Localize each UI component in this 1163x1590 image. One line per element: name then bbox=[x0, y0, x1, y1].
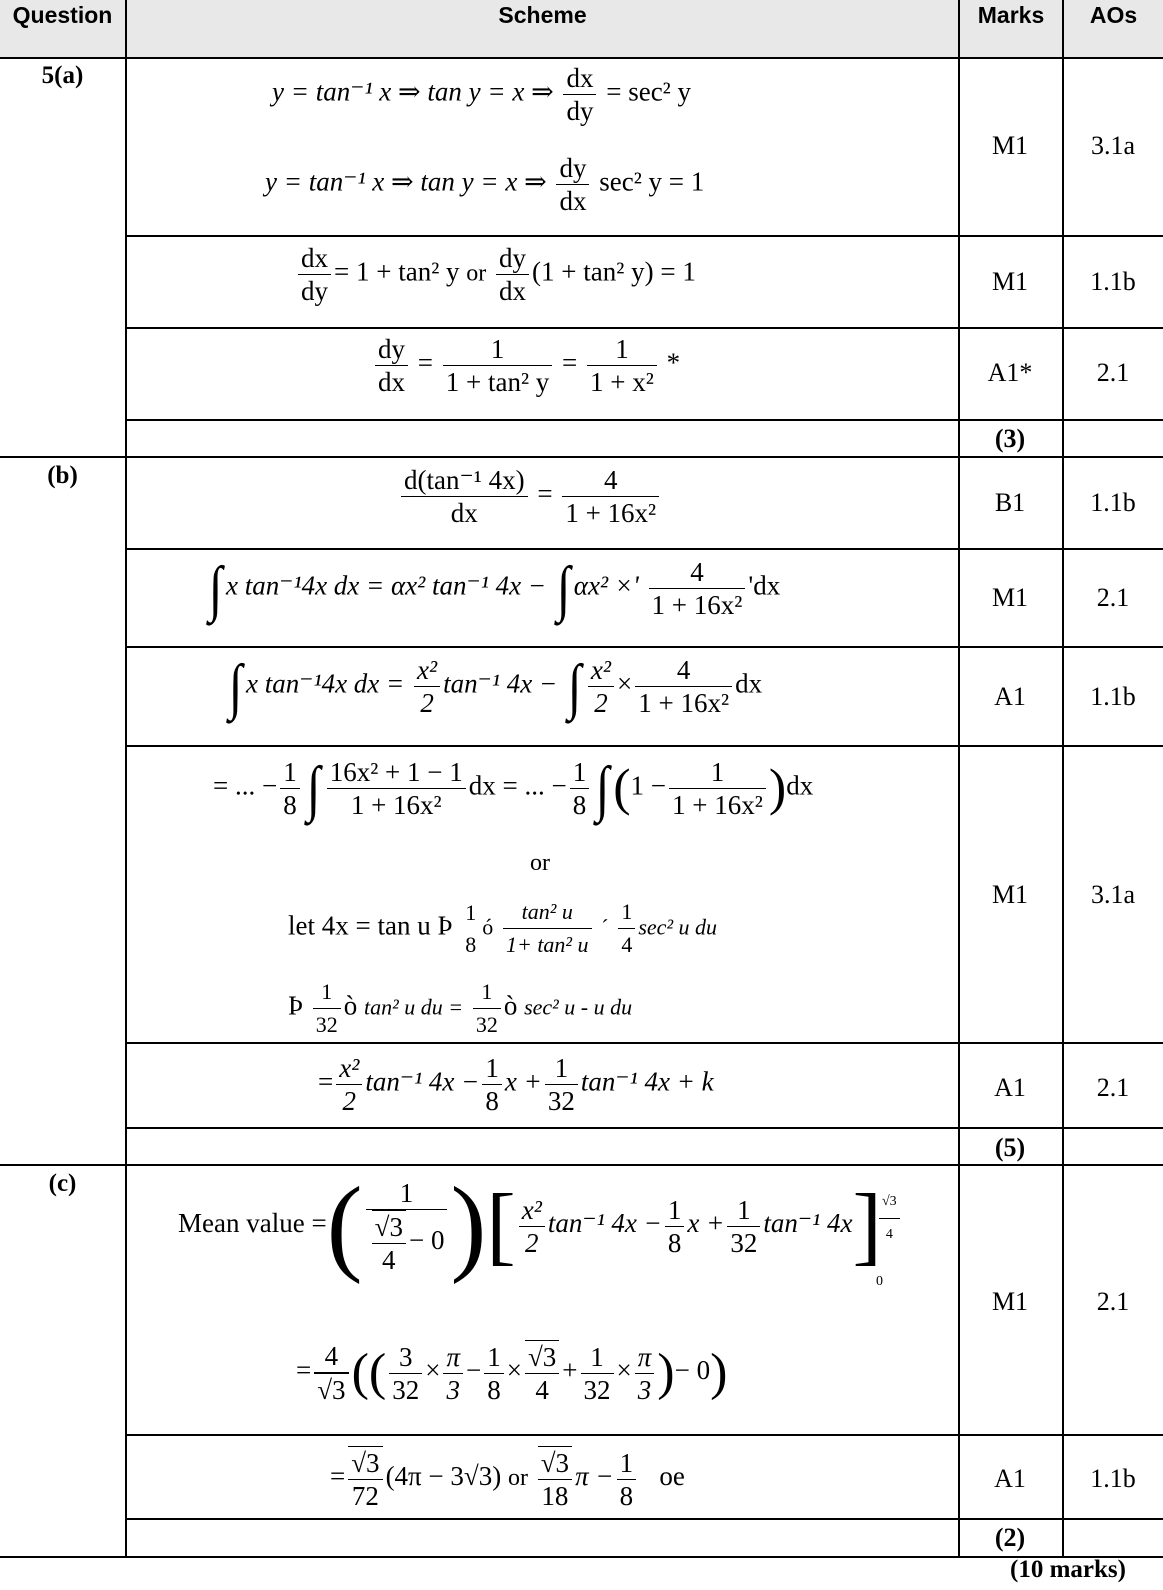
grid-line bbox=[0, 456, 1163, 458]
ao-b5: 2.1 bbox=[1096, 1073, 1130, 1102]
mark-c2: A1 bbox=[994, 1464, 1026, 1493]
mark-a2: M1 bbox=[991, 267, 1029, 296]
total-a: (3) bbox=[994, 424, 1026, 453]
scheme-a-line4: $\frac{dy}{dx}$ = $\frac{1}{\text{1 + tan² y}}$ = $\frac{1}{\text{1 + x²}}$ * bbox=[372, 333, 680, 398]
ao-b2: 2.1 bbox=[1096, 583, 1130, 612]
scheme-b-line2: ∫ x tan⁻¹4x dx = αx² tan⁻¹ 4x − ∫ αx² ×' $\frac{4}{\text{1 + 16x²}}$ 'dx bbox=[208, 554, 781, 623]
ao-a1: 3.1a bbox=[1090, 131, 1136, 160]
grid-line bbox=[125, 745, 1163, 747]
scheme-b-line5: let 4x = tan u Þ 1 8 ó $\frac{\text{tan² u}}{\text{1+ tan² u}}$ ´ $\frac{1}{4}$ sec² u du bbox=[288, 896, 717, 961]
scheme-c-lower-limit: 0 bbox=[876, 1274, 883, 1289]
scheme-b-line7: = $\frac{\text{x²}}{2}$ tan⁻¹ 4x − $\frac{1}{8}$ x + $\frac{1}{32}$ tan⁻¹ 4x + k bbox=[318, 1053, 714, 1116]
grid-line bbox=[125, 548, 1163, 550]
ao-c2: 1.1b bbox=[1090, 1464, 1136, 1493]
grid-line bbox=[125, 1518, 1163, 1520]
total-b: (5) bbox=[994, 1133, 1026, 1162]
mark-b4: M1 bbox=[991, 880, 1029, 909]
ao-a2: 1.1b bbox=[1090, 267, 1136, 296]
question-label-c: (c) bbox=[48, 1170, 77, 1197]
scheme-c-line2: = $\frac{4}{√3}$ (( $\frac{3}{32}$ × $\frac{\pi}{3}$ − $\frac{1}{8}$ × $\frac{√3}{4}$ + $\frac{1}{32}$ × $\frac{\pi}{3}$ )− 0) bbox=[296, 1341, 728, 1405]
mark-b1: B1 bbox=[994, 488, 1026, 517]
grid-line bbox=[1062, 0, 1064, 1558]
header-question: Question bbox=[0, 0, 125, 57]
grid-line bbox=[125, 1127, 1163, 1129]
header-scheme: Scheme bbox=[127, 0, 958, 57]
scheme-a-line1: y = tan⁻¹ x ⇒ tan y = x ⇒ $\frac{dx}{dy}$ = sec² y bbox=[272, 63, 692, 126]
mark-b2: M1 bbox=[991, 583, 1029, 612]
header-marks: Marks bbox=[960, 0, 1062, 57]
ao-b3: 1.1b bbox=[1090, 682, 1136, 711]
ao-b4: 3.1a bbox=[1090, 880, 1136, 909]
grid-line bbox=[0, 1556, 1163, 1558]
total-c: (2) bbox=[994, 1523, 1026, 1552]
scheme-b-or: or bbox=[530, 850, 550, 876]
scheme-c-line1: Mean value =( 1 $\frac{√3}{4}$ − 0 )[ $\frac{\text{x²}}{2}$ tan⁻¹ 4x − $\frac{1}{8}$ x + $\frac{1}{32}$ tan⁻¹ 4x] bbox=[178, 1166, 882, 1285]
grid-line bbox=[125, 235, 1163, 237]
mark-a3: A1* bbox=[987, 358, 1033, 387]
grid-line bbox=[125, 646, 1163, 648]
grid-line bbox=[958, 0, 960, 1558]
grid-line bbox=[125, 419, 1163, 421]
ao-b1: 1.1b bbox=[1090, 488, 1136, 517]
grid-line bbox=[125, 1042, 1163, 1044]
grid-line bbox=[0, 1164, 1163, 1166]
grid-line bbox=[125, 0, 127, 1558]
mark-b3: A1 bbox=[994, 682, 1026, 711]
mark-b5: A1 bbox=[994, 1073, 1026, 1102]
ao-a3: 2.1 bbox=[1096, 358, 1130, 387]
scheme-c-limits: $\frac{√3}{4}$ bbox=[876, 1186, 903, 1251]
scheme-b-line3: ∫ x tan⁻¹4x dx = $\frac{\text{x²}}{2}$ tan⁻¹ 4x − ∫ $\frac{\text{x²}}{2}$ × $\frac{4}{\text{1 + 16x²}}$ dx bbox=[228, 652, 763, 721]
mark-c1: M1 bbox=[991, 1287, 1029, 1316]
scheme-b-line6: Þ $\frac{1}{32}$ ò tan² u du = $\frac{1}{32}$ ò sec² u - u du bbox=[288, 976, 632, 1041]
scheme-b-line4: = ... − $\frac{1}{8}$ ∫ $\frac{\text{16x² + 1 − 1}}{\text{1 + 16x²}}$ dx = ... − $\frac{1}{8}$ ∫(1 − $\frac{1}{\text{1 + 16x²}}$ )dx bbox=[213, 754, 814, 823]
scheme-b-line1: $\frac{\text{d(tan⁻¹ 4x)}}{dx}$ = $\frac{4}{\text{1 + 16x²}}$ bbox=[398, 464, 662, 529]
ao-c1: 2.1 bbox=[1096, 1287, 1130, 1316]
grid-line bbox=[0, 57, 1163, 59]
question-label-5a: 5(a) bbox=[41, 62, 84, 89]
grid-line bbox=[125, 327, 1163, 329]
grid-line bbox=[125, 1434, 1163, 1436]
total-marks: (10 marks) bbox=[1010, 1556, 1126, 1583]
header-aos: AOs bbox=[1064, 0, 1163, 57]
question-label-b: (b) bbox=[47, 462, 78, 489]
scheme-a-line2: y = tan⁻¹ x ⇒ tan y = x ⇒ $\frac{dy}{dx}$ sec² y = 1 bbox=[265, 153, 705, 216]
scheme-a-line3: $\frac{dx}{dy}$ = 1 + tan² y or $\frac{dy}{dx}$ (1 + tan² y) = 1 bbox=[295, 242, 696, 307]
mark-a1: M1 bbox=[991, 131, 1029, 160]
scheme-c-line3: = $\frac{√3}{72}$ (4π − 3√3) or $\frac{√3}{18}$ π − $\frac{1}{8}$ oe bbox=[330, 1447, 685, 1511]
